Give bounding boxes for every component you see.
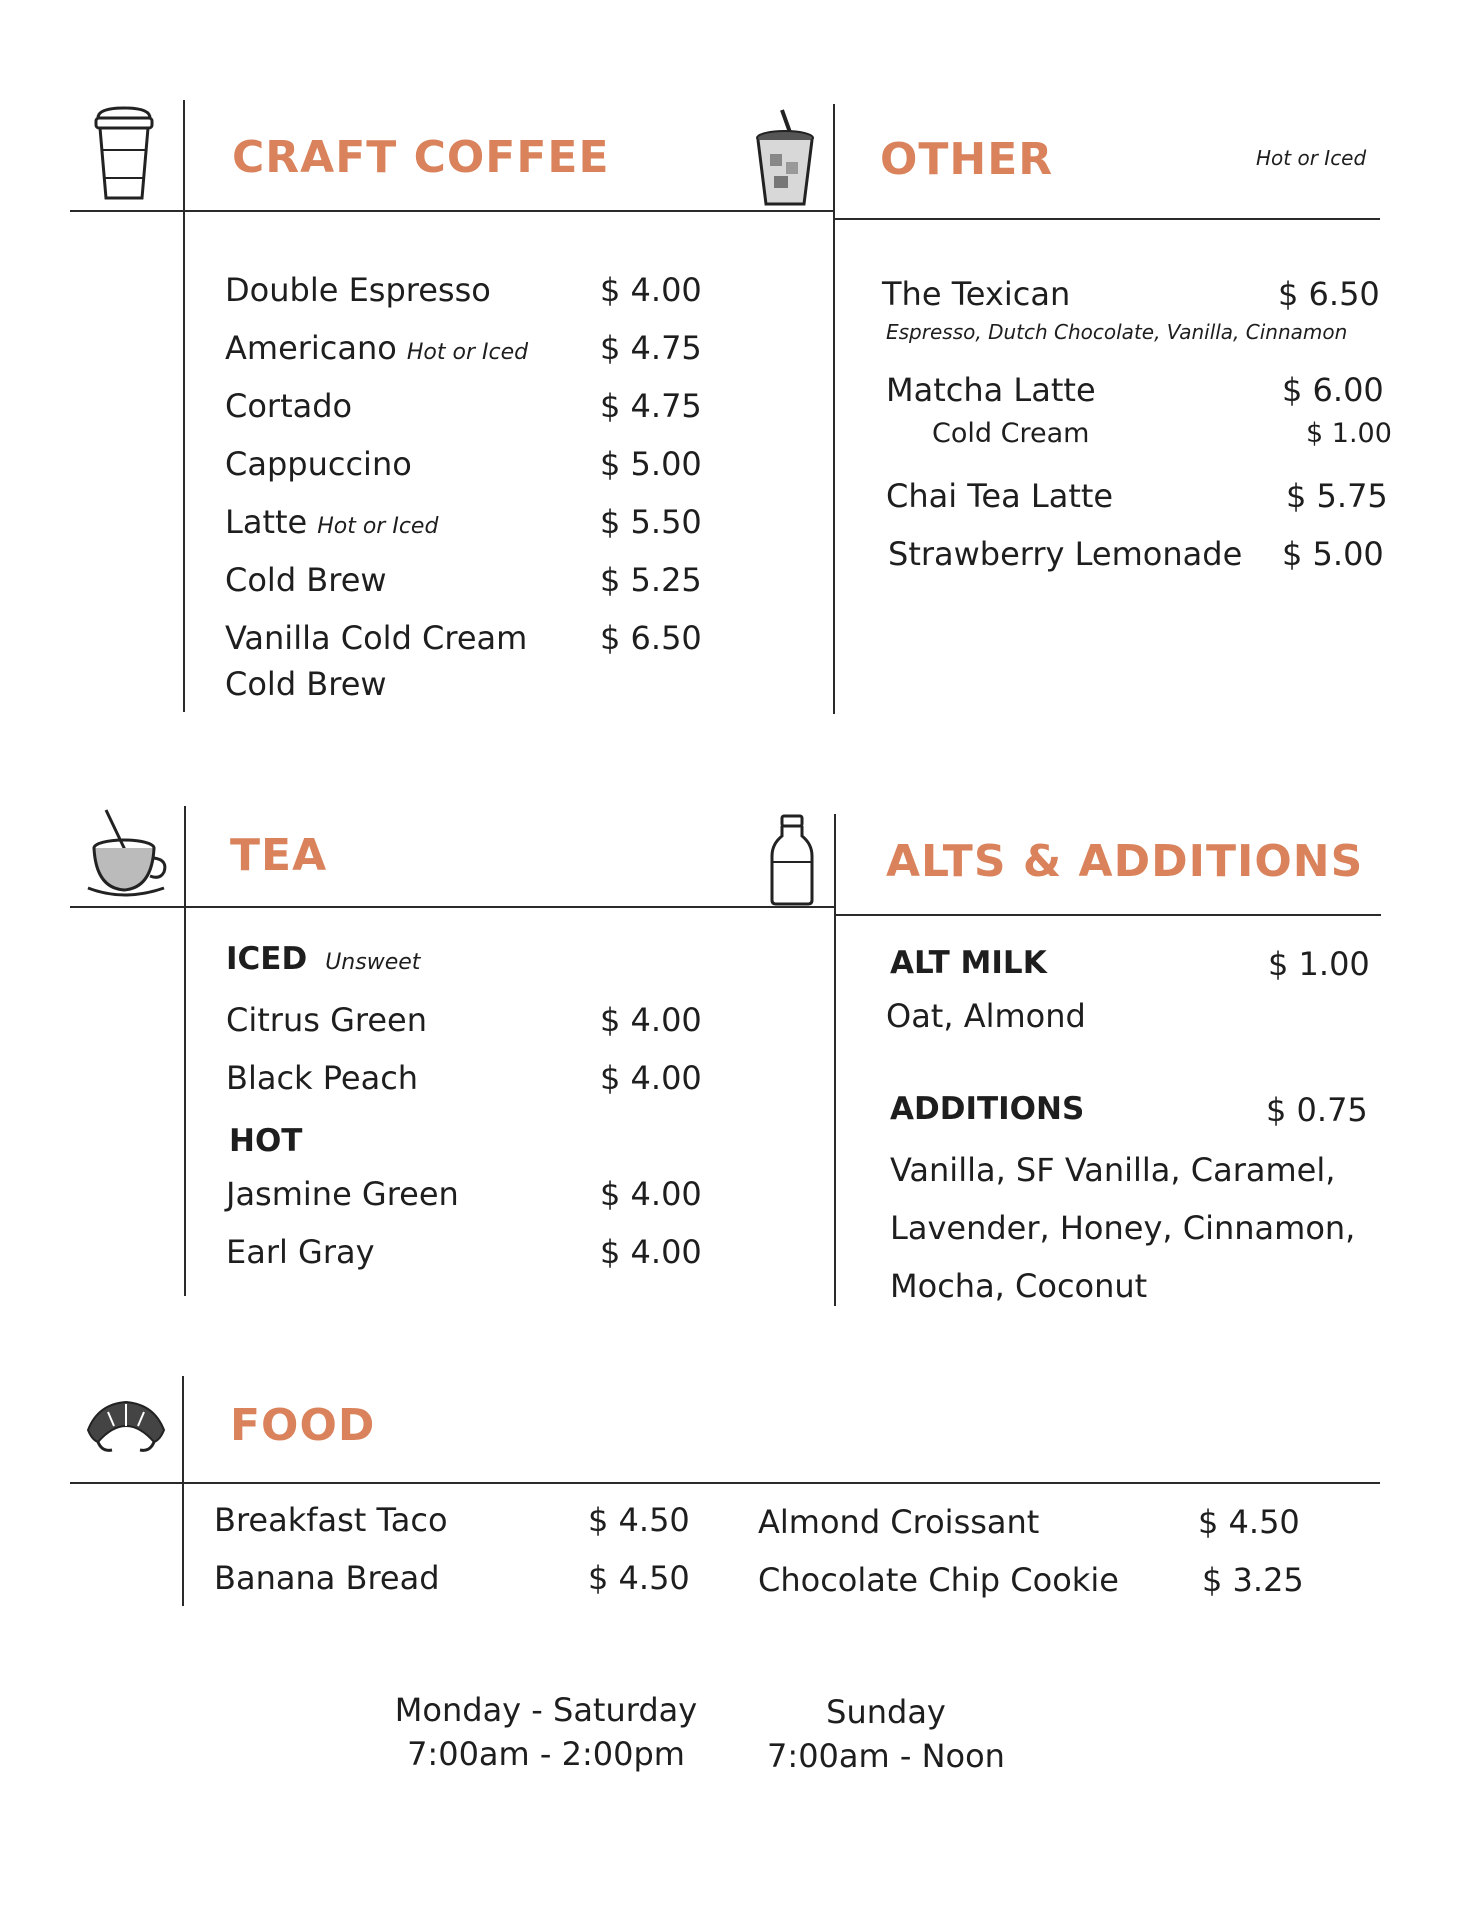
croissant-icon	[84, 1396, 168, 1458]
menu-price: $ 4.00	[600, 271, 702, 309]
teacup-icon	[84, 808, 170, 900]
menu-price: $ 6.00	[1282, 371, 1384, 409]
other-title: OTHER	[880, 134, 1054, 185]
menu-price: $ 5.75	[1286, 477, 1388, 515]
milk-bottle-icon	[770, 814, 814, 906]
other-header-note: Hot or Iced	[1256, 146, 1367, 170]
alt-milk-label: ALT MILK	[890, 945, 1047, 981]
menu-item: Vanilla Cold Cream	[225, 619, 528, 657]
menu-item: Jasmine Green	[226, 1175, 459, 1213]
menu-price: $ 4.00	[600, 1001, 702, 1039]
menu-price: $ 4.00	[600, 1175, 702, 1213]
tea-hot-label: HOT	[229, 1123, 303, 1159]
menu-price: $ 5.25	[600, 561, 702, 599]
menu-price: $ 6.50	[600, 619, 702, 657]
menu-price: $ 4.75	[600, 387, 702, 425]
hours-sunday	[746, 1690, 1026, 1778]
coffee-cup-icon	[92, 104, 156, 204]
alts-title: ALTS & ADDITIONS	[886, 836, 1364, 887]
menu-item: Double Espresso	[225, 271, 491, 309]
alt-milk-price: $ 1.00	[1268, 945, 1370, 983]
menu-item-description: Espresso, Dutch Chocolate, Vanilla, Cinnamon	[886, 320, 1348, 344]
hours-sunday-label: Sunday	[826, 1693, 946, 1731]
additions-options-line: Mocha, Coconut	[890, 1267, 1148, 1305]
menu-price: $ 4.00	[600, 1059, 702, 1097]
menu-item: Chocolate Chip Cookie	[758, 1561, 1119, 1599]
menu-item: Citrus Green	[226, 1001, 427, 1039]
menu-item: The Texican	[882, 275, 1071, 313]
tea-iced-note: Unsweet	[325, 950, 421, 975]
iced-drink-icon	[752, 108, 818, 208]
menu-addon-price: $ 1.00	[1306, 418, 1392, 449]
menu-item: Chai Tea Latte	[886, 477, 1114, 515]
menu-item: Matcha Latte	[886, 371, 1096, 409]
menu-item: Earl Gray	[226, 1233, 375, 1271]
menu-item: Banana Bread	[214, 1559, 440, 1597]
hours-weekday-label: Monday - Saturday	[394, 1691, 698, 1729]
hours-weekday	[386, 1688, 706, 1776]
additions-options-line: Vanilla, SF Vanilla, Caramel,	[890, 1151, 1336, 1189]
additions-options-line: Lavender, Honey, Cinnamon,	[890, 1209, 1356, 1247]
menu-price: $ 4.50	[1198, 1503, 1300, 1541]
menu-item: Breakfast Taco	[214, 1501, 448, 1539]
menu-item: Cappuccino	[225, 445, 412, 483]
menu-addon: Cold Cream	[932, 418, 1090, 449]
hours-sunday-time: 7:00am - Noon	[767, 1737, 1005, 1775]
menu-price: $ 4.50	[588, 1501, 690, 1539]
hours-weekday-time: 7:00am - 2:00pm	[407, 1735, 685, 1773]
menu-price: $ 4.75	[600, 329, 702, 367]
menu-item-continuation: Cold Brew	[225, 665, 387, 703]
menu-price: $ 5.00	[1282, 535, 1384, 573]
menu-item: Cortado	[225, 387, 353, 425]
craft-coffee-title: CRAFT COFFEE	[232, 132, 610, 183]
menu-item: Americano Hot or Iced	[225, 329, 529, 367]
food-title: FOOD	[230, 1400, 376, 1451]
menu-price: $ 6.50	[1278, 275, 1380, 313]
menu-item: Latte Hot or Iced	[225, 503, 439, 541]
menu-item: Cold Brew	[225, 561, 387, 599]
menu-price: $ 4.00	[600, 1233, 702, 1271]
tea-title: TEA	[230, 830, 328, 881]
menu-price: $ 5.50	[600, 503, 702, 541]
menu-price: $ 5.00	[600, 445, 702, 483]
tea-iced-label: ICED Unsweet	[226, 941, 421, 977]
menu-price: $ 3.25	[1202, 1561, 1304, 1599]
menu-item: Strawberry Lemonade	[888, 535, 1243, 573]
menu-item: Almond Croissant	[758, 1503, 1040, 1541]
menu-price: $ 4.50	[588, 1559, 690, 1597]
menu-item-note: Hot or Iced	[317, 514, 439, 539]
menu-item-note: Hot or Iced	[406, 340, 529, 365]
additions-label: ADDITIONS	[890, 1091, 1085, 1127]
menu-item: Black Peach	[226, 1059, 419, 1097]
additions-price: $ 0.75	[1266, 1091, 1368, 1129]
alt-milk-options: Oat, Almond	[886, 997, 1086, 1035]
